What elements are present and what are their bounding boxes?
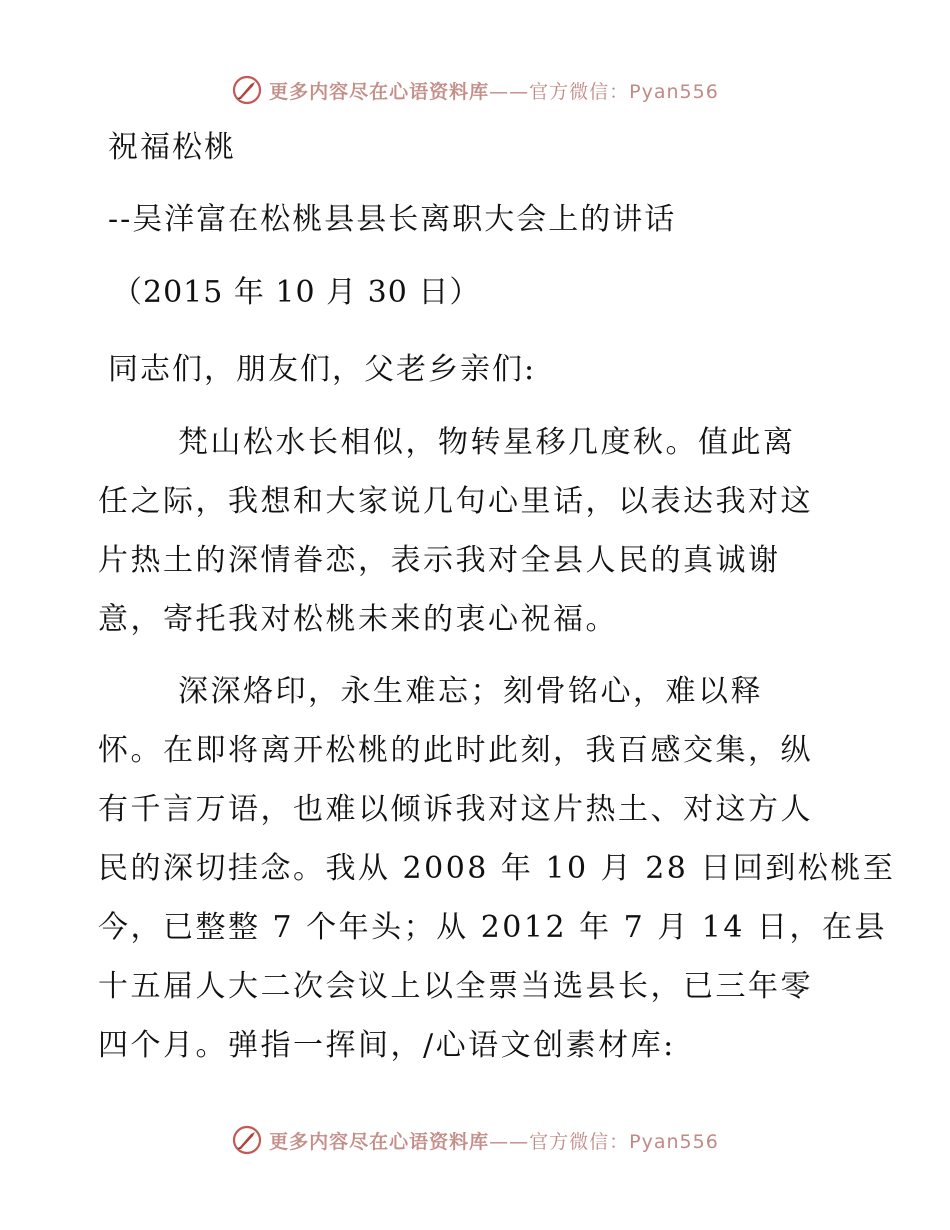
salutation: 同志们，朋友们，父老乡亲们:	[108, 352, 537, 387]
watermark-text	[269, 1127, 719, 1154]
watermark-brand: 更多内容尽在心语资料库	[269, 1130, 490, 1153]
watermark-contact: 官方微信：Pyan556	[529, 80, 719, 103]
paragraph-1	[98, 413, 858, 649]
watermark-contact: 官方微信：Pyan556	[529, 1130, 719, 1153]
paragraph-line: 深深烙印，永生难忘；刻骨铭心，难以释	[178, 674, 763, 709]
paragraph-line: 有千言万语，也难以倾诉我对这片热土、对这方人	[98, 792, 813, 827]
paragraph-line: 意，寄托我对松桃未来的衷心祝福。	[98, 602, 618, 637]
paragraph-line: 梵山松水长相似，物转星移几度秋。值此离	[178, 425, 796, 460]
watermark-brand: 更多内容尽在心语资料库	[269, 80, 490, 103]
paragraph-line: 任之际，我想和大家说几句心里话，以表达我对这	[98, 484, 813, 519]
document-date: （2015 年 10 月 30 日）	[112, 275, 481, 310]
paragraph-line: 民的深切挂念。我从 2008 年 10 月 28 日回到松桃至	[98, 851, 896, 886]
document-subtitle: --吴洋富在松桃县县长离职大会上的讲话	[108, 202, 677, 237]
paragraph-line: 今，已整整 7 个年头；从 2012 年 7 月 14 日，在县	[98, 910, 887, 945]
paragraph-line: 片热土的深情眷恋，表示我对全县人民的真诚谢	[98, 543, 781, 578]
paragraph-line: 十五届人大二次会议上以全票当选县长，已三年零	[98, 969, 813, 1004]
paragraph-2	[98, 662, 896, 1075]
header-watermark	[0, 70, 950, 110]
watermark-dash: ——	[489, 80, 530, 103]
quill-pen-logo-icon	[231, 1124, 263, 1156]
paragraph-line: 四个月。弹指一挥间，/心语文创素材库:	[98, 1028, 676, 1063]
watermark-dash: ——	[489, 1130, 530, 1153]
paragraph-line: 怀。在即将离开松桃的此时此刻，我百感交集，纵	[98, 733, 813, 768]
document-title: 祝福松桃	[108, 130, 236, 165]
quill-pen-logo-icon	[231, 74, 263, 106]
watermark-text	[269, 77, 719, 104]
footer-watermark	[0, 1120, 950, 1160]
